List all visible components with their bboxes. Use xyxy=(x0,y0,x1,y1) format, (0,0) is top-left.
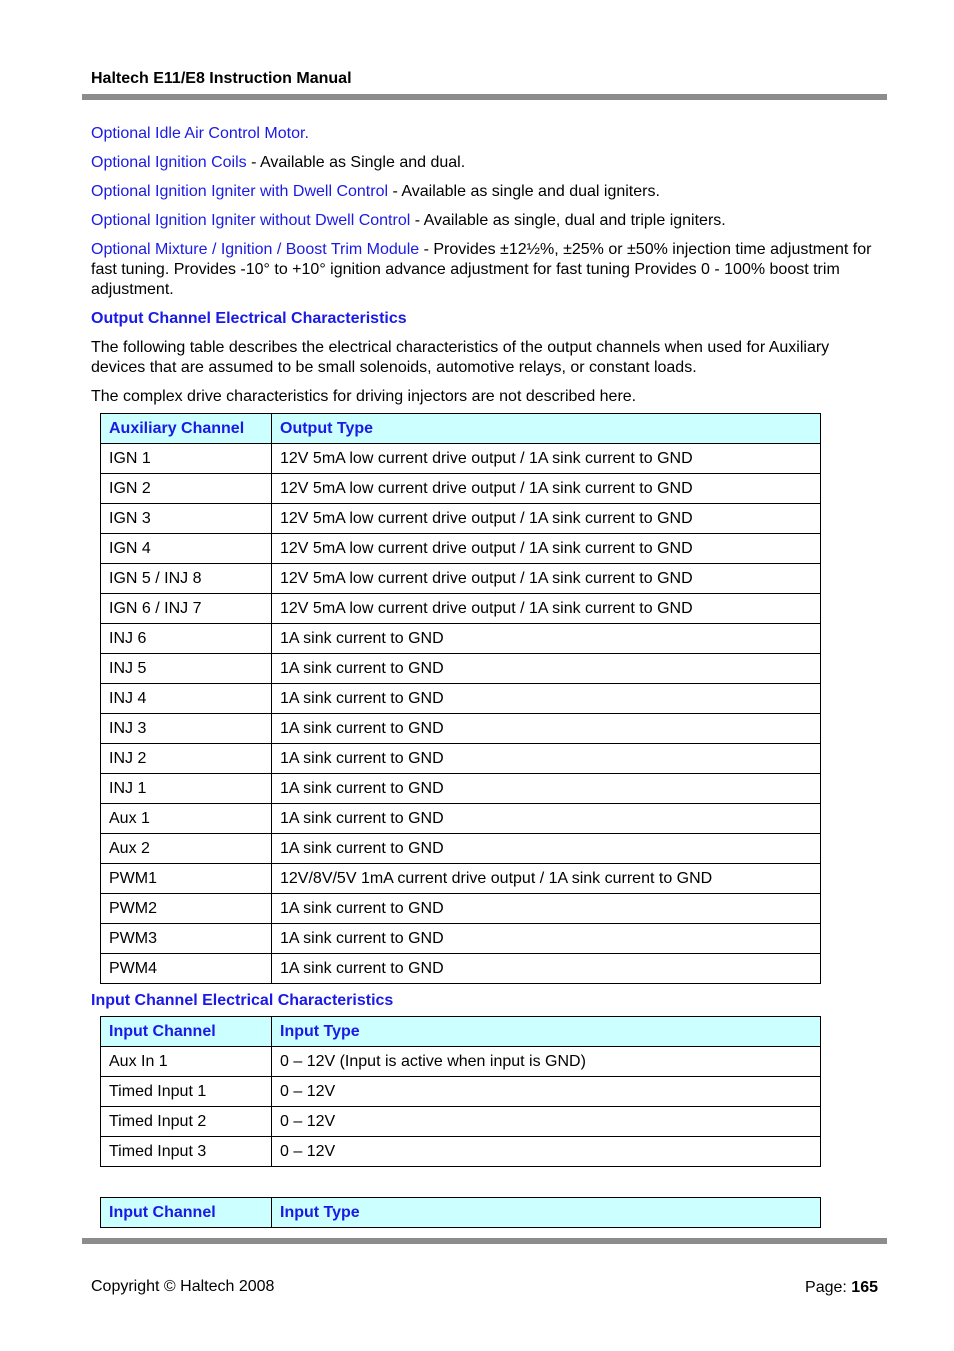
input-channel-table xyxy=(100,1016,821,1167)
type-cell: 0 – 12V xyxy=(272,1137,821,1167)
channel-cell: PWM1 xyxy=(101,864,272,894)
type-cell: 12V/8V/5V 1mA current drive output / 1A sink current to GND xyxy=(272,864,821,894)
channel-cell: INJ 1 xyxy=(101,774,272,804)
output-note: The complex drive characteristics for driving injectors are not described here. xyxy=(91,388,637,405)
type-cell: 1A sink current to GND xyxy=(272,744,821,774)
table-row xyxy=(101,924,821,954)
option-ignition-coils xyxy=(91,153,881,173)
output-channel-table xyxy=(100,413,821,984)
channel-cell: IGN 6 / INJ 7 xyxy=(101,594,272,624)
header-rule xyxy=(82,94,887,100)
table-row xyxy=(101,834,821,864)
type-cell: 0 – 12V xyxy=(272,1107,821,1137)
input-section-heading: Input Channel Electrical Characteristics xyxy=(91,992,394,1009)
channel-cell: PWM2 xyxy=(101,894,272,924)
input-channel-table-continued xyxy=(100,1197,821,1228)
channel-cell: INJ 2 xyxy=(101,744,272,774)
table-row xyxy=(101,684,821,714)
option-text: - Available as single and dual igniters. xyxy=(388,183,660,200)
option-igniter-dwell xyxy=(91,182,881,202)
type-cell: 1A sink current to GND xyxy=(272,714,821,744)
channel-cell: PWM4 xyxy=(101,954,272,984)
table-header-row xyxy=(101,1017,821,1047)
option-text: - Available as single, dual and triple igniters. xyxy=(410,212,726,229)
column-header: Input Channel xyxy=(101,1198,272,1228)
option-text: - Provides ±12½%, ±25% or ±50% injection time adjustment for fast tuning. Provides -10° to +10° ignition advance adjustment for fast tuning Provides 0 - 100% boost trim adjustment. xyxy=(91,241,872,298)
link-igniter-with-dwell[interactable]: Optional Ignition Igniter with Dwell Control xyxy=(91,183,389,200)
channel-cell: Timed Input 2 xyxy=(101,1107,272,1137)
table-row xyxy=(101,564,821,594)
type-cell: 12V 5mA low current drive output / 1A sink current to GND xyxy=(272,564,821,594)
table-row xyxy=(101,1137,821,1167)
column-header: Output Type xyxy=(272,414,821,444)
table-row xyxy=(101,714,821,744)
table-row xyxy=(101,1077,821,1107)
output-section-heading: Output Channel Electrical Characteristics xyxy=(91,310,407,327)
table-row xyxy=(101,474,821,504)
channel-cell: IGN 3 xyxy=(101,504,272,534)
type-cell: 1A sink current to GND xyxy=(272,894,821,924)
table-header-row xyxy=(101,414,821,444)
table-row xyxy=(101,444,821,474)
channel-cell: IGN 2 xyxy=(101,474,272,504)
link-igniter-without-dwell[interactable]: Optional Ignition Igniter without Dwell Control xyxy=(91,212,411,229)
type-cell: 12V 5mA low current drive output / 1A sink current to GND xyxy=(272,444,821,474)
type-cell: 1A sink current to GND xyxy=(272,624,821,654)
type-cell: 1A sink current to GND xyxy=(272,774,821,804)
type-cell: 1A sink current to GND xyxy=(272,684,821,714)
channel-cell: INJ 3 xyxy=(101,714,272,744)
channel-cell: PWM3 xyxy=(101,924,272,954)
option-trim-module xyxy=(91,240,881,300)
table-row xyxy=(101,594,821,624)
page-number xyxy=(805,1279,878,1297)
type-cell: 0 – 12V (Input is active when input is GND) xyxy=(272,1047,821,1077)
table-row xyxy=(101,654,821,684)
type-cell: 12V 5mA low current drive output / 1A sink current to GND xyxy=(272,594,821,624)
type-cell: 12V 5mA low current drive output / 1A sink current to GND xyxy=(272,534,821,564)
link-ignition-coils[interactable]: Optional Ignition Coils xyxy=(91,154,247,171)
column-header: Input Channel xyxy=(101,1017,272,1047)
table-row xyxy=(101,1047,821,1077)
column-header: Auxiliary Channel xyxy=(101,414,272,444)
option-igniter-no-dwell xyxy=(91,211,881,231)
channel-cell: IGN 4 xyxy=(101,534,272,564)
channel-cell: Aux 1 xyxy=(101,804,272,834)
table-header-row xyxy=(101,1198,821,1228)
option-text: - Available as Single and dual. xyxy=(246,154,466,171)
link-trim-module[interactable]: Optional Mixture / Ignition / Boost Trim Module xyxy=(91,241,420,258)
type-cell: 1A sink current to GND xyxy=(272,954,821,984)
table-row xyxy=(101,1107,821,1137)
page-label: Page: xyxy=(805,1279,852,1296)
channel-cell: INJ 5 xyxy=(101,654,272,684)
copyright: Copyright © Haltech 2008 xyxy=(91,1278,275,1295)
channel-cell: Timed Input 3 xyxy=(101,1137,272,1167)
table-row xyxy=(101,774,821,804)
table-row xyxy=(101,864,821,894)
option-idle-air xyxy=(91,124,881,144)
channel-cell: IGN 5 / INJ 8 xyxy=(101,564,272,594)
channel-cell: IGN 1 xyxy=(101,444,272,474)
type-cell: 1A sink current to GND xyxy=(272,834,821,864)
type-cell: 0 – 12V xyxy=(272,1077,821,1107)
table-row xyxy=(101,624,821,654)
footer-rule xyxy=(82,1238,887,1244)
channel-cell: INJ 4 xyxy=(101,684,272,714)
output-description: The following table describes the electrical characteristics of the output channels when used for Auxiliary devices that are assumed to be small solenoids, automotive relays, or constant loads. xyxy=(91,339,830,376)
table-row xyxy=(101,504,821,534)
table-row xyxy=(101,894,821,924)
document-header-title: Haltech E11/E8 Instruction Manual xyxy=(91,70,352,87)
type-cell: 12V 5mA low current drive output / 1A sink current to GND xyxy=(272,474,821,504)
channel-cell: Aux 2 xyxy=(101,834,272,864)
type-cell: 12V 5mA low current drive output / 1A sink current to GND xyxy=(272,504,821,534)
page-content xyxy=(91,124,881,416)
channel-cell: Timed Input 1 xyxy=(101,1077,272,1107)
type-cell: 1A sink current to GND xyxy=(272,924,821,954)
table-row xyxy=(101,804,821,834)
type-cell: 1A sink current to GND xyxy=(272,654,821,684)
page-number-value: 165 xyxy=(851,1279,878,1296)
channel-cell: INJ 6 xyxy=(101,624,272,654)
column-header: Input Type xyxy=(272,1017,821,1047)
link-idle-air-control[interactable]: Optional Idle Air Control Motor. xyxy=(91,125,309,142)
table-row xyxy=(101,744,821,774)
channel-cell: Aux In 1 xyxy=(101,1047,272,1077)
table-row xyxy=(101,534,821,564)
table-row xyxy=(101,954,821,984)
column-header: Input Type xyxy=(272,1198,821,1228)
type-cell: 1A sink current to GND xyxy=(272,804,821,834)
